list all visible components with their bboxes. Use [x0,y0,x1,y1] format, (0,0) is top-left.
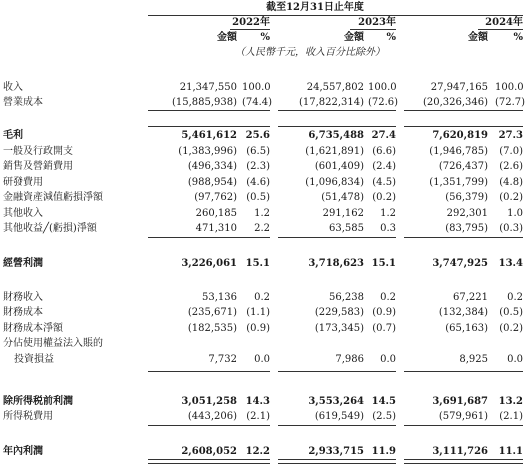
amount-cell: (51,478) [321,192,364,203]
table-row [0,177,527,189]
amount-cell: (726,437) [438,161,488,172]
amount-cell: (173,345) [314,323,364,334]
rule-after-income-tax-2 [278,425,396,426]
year-underline-2023 [350,29,396,30]
year-underline-2022 [230,29,270,30]
percent-cell: (2.5) [372,411,396,422]
amount-cell: 3,553,264 [308,396,364,407]
table-row [0,130,527,142]
table-row [0,192,527,204]
table-row [0,146,527,158]
year-heading-3: 2024年 [485,17,523,28]
amount-cell: (229,583) [314,307,364,318]
rule-after-investment-2 [278,371,396,372]
percent-cell: 0.2 [254,292,270,303]
amount-cell: (619,549) [314,411,364,422]
unit-note: （人民幣千元，收入百分比除外） [235,47,385,58]
amount-cell: (579,961) [438,411,488,422]
rule-after-other-gains-3 [404,237,523,238]
percent-cell: 1.2 [254,208,270,219]
percent-cell: (74.4) [242,97,273,108]
amount-cell: 53,136 [202,292,237,303]
year-heading-1: 2022年 [232,17,270,28]
amount-cell: (65,163) [445,323,488,334]
amount-cell: 3,718,623 [308,258,364,269]
amount-cell: (1,096,834) [305,177,364,188]
rule-after-other-gains-2 [278,237,396,238]
percent-cell: 14.3 [245,396,270,407]
amount-cell: 21,347,550 [179,82,237,93]
rule-after-income-tax-1 [148,425,270,426]
amount-cell: (20,326,346) [422,97,488,108]
rule-before-gross-profit-2 [278,126,396,127]
amount-cell: (15,885,938) [171,97,237,108]
percent-cell: 13.2 [498,396,523,407]
amount-heading-2: 金額 [344,32,364,43]
percent-cell: 0.3 [380,223,396,234]
table-row [0,161,527,173]
row-label: 其他收入 [3,208,43,219]
row-label: 毛利 [3,130,23,141]
year-underline-2024 [478,29,523,30]
amount-cell: 3,691,687 [432,396,488,407]
rule-after-cost-of-sales-1 [148,110,270,111]
amount-cell: 24,557,802 [306,82,364,93]
table-row [0,323,527,335]
percent-cell: (1.1) [246,307,270,318]
row-label: 投資損益 [14,354,54,365]
row-label: 一般及行政開支 [3,146,73,157]
period-heading: 截至12月31日止年度 [266,2,364,13]
rule-after-cost-of-sales-2 [278,110,396,111]
percent-cell: (4.6) [246,177,270,188]
rule-after-net-profit-2 [278,459,396,464]
amount-cell: 7,620,819 [432,130,488,141]
percent-cell: 15.1 [371,258,396,269]
amount-cell: 7,732 [208,354,237,365]
table-row [0,223,527,235]
amount-cell: 56,238 [329,292,364,303]
percent-cell: 0.0 [380,354,396,365]
rule-before-gross-profit-3 [404,126,523,127]
row-label: 分佔使用權益法入賬的 [3,338,103,349]
amount-cell: (988,954) [187,177,237,188]
row-label: 財務成本 [3,307,43,318]
table-row [0,97,527,109]
table-row [0,446,527,458]
percent-heading-3: % [513,32,523,43]
percent-cell: 15.1 [245,258,270,269]
percent-cell: (6.6) [372,146,396,157]
rule-after-net-profit-3 [404,459,523,464]
amount-cell: 8,925 [459,354,488,365]
amount-cell: 471,310 [195,223,237,234]
table-row [0,396,527,408]
percent-cell: 25.6 [245,130,270,141]
percent-cell: (72.6) [368,97,399,108]
percent-cell: 100.0 [495,82,524,93]
percent-cell: (0.9) [372,307,396,318]
percent-cell: 27.4 [371,130,396,141]
amount-cell: (1,621,891) [305,146,364,157]
row-label: 經營利潤 [3,258,43,269]
amount-cell: (443,206) [187,411,237,422]
percent-cell: 0.0 [254,354,270,365]
rule-after-investment-1 [148,371,270,372]
year-group-rule-1 [148,15,523,16]
percent-cell: (2.4) [372,161,396,172]
percent-cell: 2.2 [254,223,270,234]
table-row [0,338,527,350]
percent-cell: (2.1) [499,411,523,422]
table-row [0,208,527,220]
table-row [0,258,527,270]
amount-cell: 5,461,612 [181,130,237,141]
percent-cell: 13.4 [498,258,523,269]
percent-heading-1: % [260,32,270,43]
amount-cell: 27,947,165 [430,82,488,93]
row-label: 財務收入 [3,292,43,303]
amount-cell: (1,946,785) [429,146,488,157]
percent-cell: 0.2 [380,292,396,303]
percent-cell: (0.3) [499,223,523,234]
percent-cell: 12.2 [245,446,270,457]
percent-cell: 100.0 [242,82,271,93]
row-label: 所得税費用 [3,411,53,422]
rule-after-income-tax-3 [404,425,523,426]
amount-cell: 3,747,925 [432,258,488,269]
percent-cell: 27.3 [498,130,523,141]
percent-cell: (0.5) [499,307,523,318]
percent-cell: 14.5 [371,396,396,407]
percent-cell: (0.9) [246,323,270,334]
percent-cell: (2.1) [246,411,270,422]
amount-cell: (182,535) [187,323,237,334]
amount-cell: (97,762) [194,192,237,203]
percent-cell: 0.2 [507,292,523,303]
percent-cell: 0.0 [507,354,523,365]
percent-cell: 1.2 [380,208,396,219]
table-row [0,354,527,366]
amount-cell: 2,933,715 [308,446,364,457]
row-label: 其他收益╱(虧損)淨額 [3,223,97,234]
amount-cell: 63,585 [329,223,364,234]
amount-cell: 67,221 [453,292,488,303]
percent-cell: (4.5) [372,177,396,188]
rule-after-cost-of-sales-3 [404,110,523,111]
table-row [0,292,527,304]
rule-before-gross-profit-1 [148,126,270,127]
percent-cell: (7.0) [499,146,523,157]
amount-cell: (601,409) [314,161,364,172]
percent-cell: (0.2) [372,192,396,203]
percent-cell: (0.5) [246,192,270,203]
percent-cell: (0.7) [372,323,396,334]
rule-after-net-profit-1 [148,459,270,464]
percent-heading-2: % [386,32,396,43]
amount-cell: 7,986 [335,354,364,365]
amount-cell: (17,822,314) [298,97,364,108]
percent-cell: (0.2) [499,323,523,334]
amount-cell: 3,226,061 [181,258,237,269]
percent-cell: (6.5) [246,146,270,157]
amount-cell: 2,608,052 [181,446,237,457]
row-label: 除所得税前利潤 [3,396,73,407]
amount-cell: 292,301 [446,208,488,219]
percent-cell: 100.0 [368,82,397,93]
row-label: 年內利潤 [3,446,43,457]
percent-cell: 1.0 [507,208,523,219]
percent-cell: (2.6) [499,161,523,172]
table-row [0,82,527,94]
amount-heading-3: 金額 [468,32,488,43]
row-label: 金融資產減值虧損淨額 [3,192,103,203]
amount-cell: (235,671) [187,307,237,318]
table-row [0,307,527,319]
amount-cell: (496,334) [187,161,237,172]
amount-cell: 3,051,258 [181,396,237,407]
amount-cell: (56,379) [445,192,488,203]
amount-cell: (132,384) [438,307,488,318]
row-label: 營業成本 [3,97,43,108]
amount-cell: 260,185 [195,208,237,219]
percent-cell: (72.7) [495,97,526,108]
row-label: 財務成本淨額 [3,323,63,334]
amount-cell: (83,795) [445,223,488,234]
percent-cell: (2.3) [246,161,270,172]
amount-cell: 3,111,726 [432,446,488,457]
amount-heading-1: 金額 [217,32,237,43]
row-label: 研發費用 [3,177,43,188]
amount-cell: (1,351,799) [429,177,488,188]
row-label: 銷售及營銷費用 [3,161,73,172]
percent-cell: (0.2) [499,192,523,203]
amount-cell: (1,383,996) [178,146,237,157]
amount-cell: 6,735,488 [308,130,364,141]
amount-cell: 291,162 [322,208,364,219]
rule-after-investment-3 [404,371,523,372]
table-row [0,411,527,423]
percent-cell: (4.8) [499,177,523,188]
rule-after-other-gains-1 [148,237,270,238]
row-label: 收入 [3,82,23,93]
percent-cell: 11.9 [371,446,396,457]
percent-cell: 11.1 [498,446,523,457]
year-heading-2: 2023年 [358,17,396,28]
